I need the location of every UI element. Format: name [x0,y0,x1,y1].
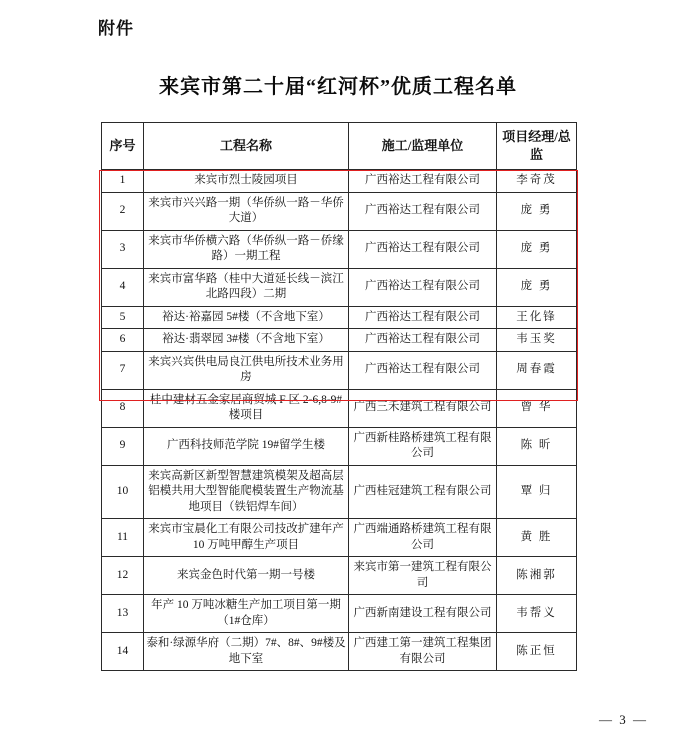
cell-project-name: 来宾市富华路（桂中大道延长线－滨江北路四段）二期 [144,268,349,306]
column-header-manager: 项目经理/总监 [497,123,577,170]
cell-no: 13 [102,595,144,633]
cell-manager: 韦帮义 [497,595,577,633]
cell-unit: 广西裕达工程有限公司 [349,230,497,268]
cell-unit: 广西三禾建筑工程有限公司 [349,389,497,427]
cell-no: 8 [102,389,144,427]
cell-no: 2 [102,192,144,230]
cell-project-name: 裕达·翡翠园 3#楼（不含地下室） [144,329,349,352]
table-row [102,329,577,352]
table-row [102,389,577,427]
cell-manager: 陈湘郭 [497,557,577,595]
cell-no: 10 [102,465,144,519]
table-row [102,465,577,519]
cell-manager: 韦玉奖 [497,329,577,352]
cell-manager: 王化锋 [497,306,577,329]
cell-unit: 广西裕达工程有限公司 [349,351,497,389]
cell-manager: 覃 归 [497,465,577,519]
table-header-row [102,123,577,170]
cell-no: 5 [102,306,144,329]
table-row [102,427,577,465]
cell-manager: 庞 勇 [497,268,577,306]
cell-manager: 陈 昕 [497,427,577,465]
cell-project-name: 桂中建材五金家居商贸城 F 区 2-6,8-9#楼项目 [144,389,349,427]
cell-manager: 陈正恒 [497,633,577,671]
table-row [102,192,577,230]
cell-project-name: 来宾高新区新型智慧建筑模架及超高层铝模共用大型智能爬模装置生产物流基地项目（铁铝焊车间） [144,465,349,519]
cell-unit: 广西新南建设工程有限公司 [349,595,497,633]
cell-unit: 广西裕达工程有限公司 [349,329,497,352]
page-title: 来宾市第二十届“红河杯”优质工程名单 [159,76,517,98]
cell-no: 3 [102,230,144,268]
attachment-label: 附件 [98,19,134,38]
table-row [102,268,577,306]
cell-manager: 李奇茂 [497,170,577,193]
column-header-name: 工程名称 [144,123,349,170]
table-row [102,351,577,389]
cell-manager: 周春霞 [497,351,577,389]
cell-manager: 庞 勇 [497,192,577,230]
cell-project-name: 广西科技师范学院 19#留学生楼 [144,427,349,465]
cell-unit: 广西桂冠建筑工程有限公司 [349,465,497,519]
cell-no: 6 [102,329,144,352]
cell-project-name: 来宾市烈士陵园项目 [144,170,349,193]
cell-project-name: 来宾金色时代第一期一号楼 [144,557,349,595]
project-list-table [101,122,577,671]
table-row [102,230,577,268]
table-row [102,633,577,671]
cell-unit: 广西建工第一建筑工程集团有限公司 [349,633,497,671]
cell-no: 4 [102,268,144,306]
cell-unit: 广西端通路桥建筑工程有限公司 [349,519,497,557]
cell-project-name: 来宾市兴兴路一期（华侨纵一路－华侨大道） [144,192,349,230]
cell-no: 14 [102,633,144,671]
cell-manager: 曾 华 [497,389,577,427]
table-row [102,306,577,329]
cell-no: 1 [102,170,144,193]
table-row [102,557,577,595]
cell-no: 7 [102,351,144,389]
cell-no: 12 [102,557,144,595]
cell-project-name: 泰和·绿源华府（二期）7#、8#、9#楼及地下室 [144,633,349,671]
table-row [102,170,577,193]
cell-unit: 广西裕达工程有限公司 [349,192,497,230]
cell-no: 9 [102,427,144,465]
cell-unit: 广西裕达工程有限公司 [349,170,497,193]
cell-manager: 黄 胜 [497,519,577,557]
table-row [102,595,577,633]
cell-unit: 广西裕达工程有限公司 [349,268,497,306]
cell-unit: 广西新桂路桥建筑工程有限公司 [349,427,497,465]
table-row [102,519,577,557]
column-header-unit: 施工/监理单位 [349,123,497,170]
cell-unit: 广西裕达工程有限公司 [349,306,497,329]
cell-project-name: 年产 10 万吨冰糖生产加工项目第一期（1#仓库） [144,595,349,633]
cell-project-name: 裕达·裕嘉园 5#楼（不含地下室） [144,306,349,329]
cell-manager: 庞 勇 [497,230,577,268]
cell-no: 11 [102,519,144,557]
column-header-no: 序号 [102,123,144,170]
cell-project-name: 来宾兴宾供电局良江供电所技术业务用房 [144,351,349,389]
cell-unit: 来宾市第一建筑工程有限公司 [349,557,497,595]
page-number: — 3 — [599,712,648,727]
cell-project-name: 来宾市华侨横六路（华侨纵一路－侨缘路）一期工程 [144,230,349,268]
cell-project-name: 来宾市宝晨化工有限公司技改扩建年产 10 万吨甲醇生产项目 [144,519,349,557]
